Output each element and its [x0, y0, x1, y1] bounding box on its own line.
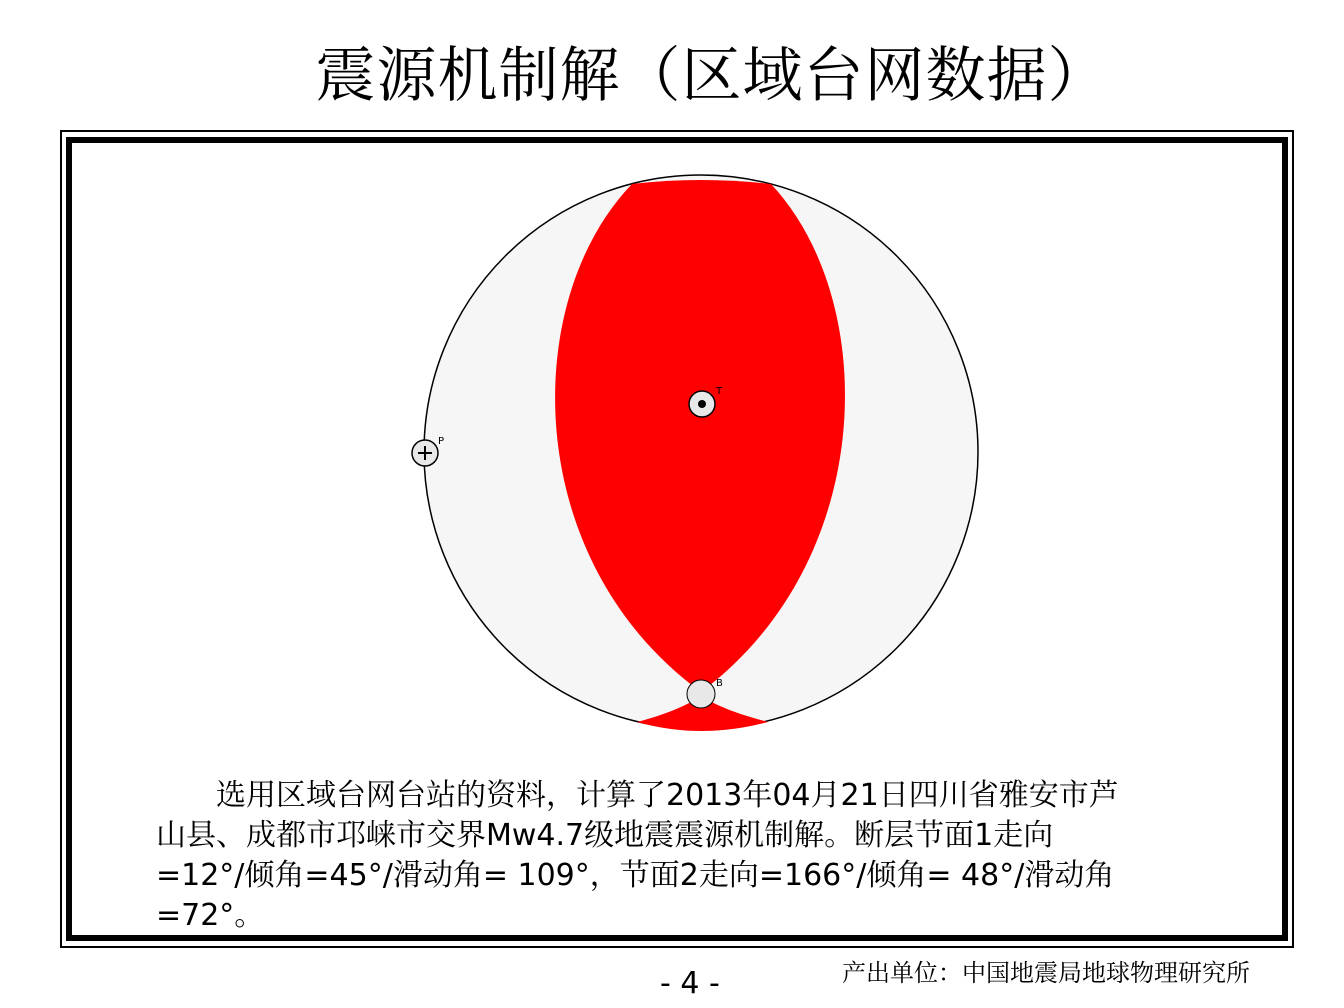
- b-axis-label: B: [716, 678, 723, 689]
- t-axis-label: T: [716, 386, 723, 397]
- caption-line-2: 山县、成都市邛崃市交界Mw4.7级地震震源机制解。断层节面1走向: [156, 818, 1054, 853]
- t-axis-marker: [689, 391, 715, 417]
- b-axis-marker: [687, 680, 715, 708]
- producer-credit: 产出单位：中国地震局地球物理研究所: [842, 959, 1250, 987]
- page-number: - 4 -: [660, 966, 720, 1001]
- caption-line-1: 选用区域台网台站的资料，计算了2013年04月21日四川省雅安市芦: [156, 778, 1119, 813]
- caption-line-3: =12°/倾角=45°/滑动角= 109°，节面2走向=166°/倾角= 48°/滑动角: [156, 858, 1115, 893]
- focal-mechanism-caption: [156, 776, 1236, 936]
- p-axis-marker: [412, 440, 438, 466]
- caption-line-4: =72°。: [156, 898, 265, 933]
- focal-mechanism-beachball: [400, 160, 1000, 760]
- p-axis-label: P: [438, 436, 445, 447]
- slide-title: 震源机制解（区域台网数据）: [315, 41, 1109, 111]
